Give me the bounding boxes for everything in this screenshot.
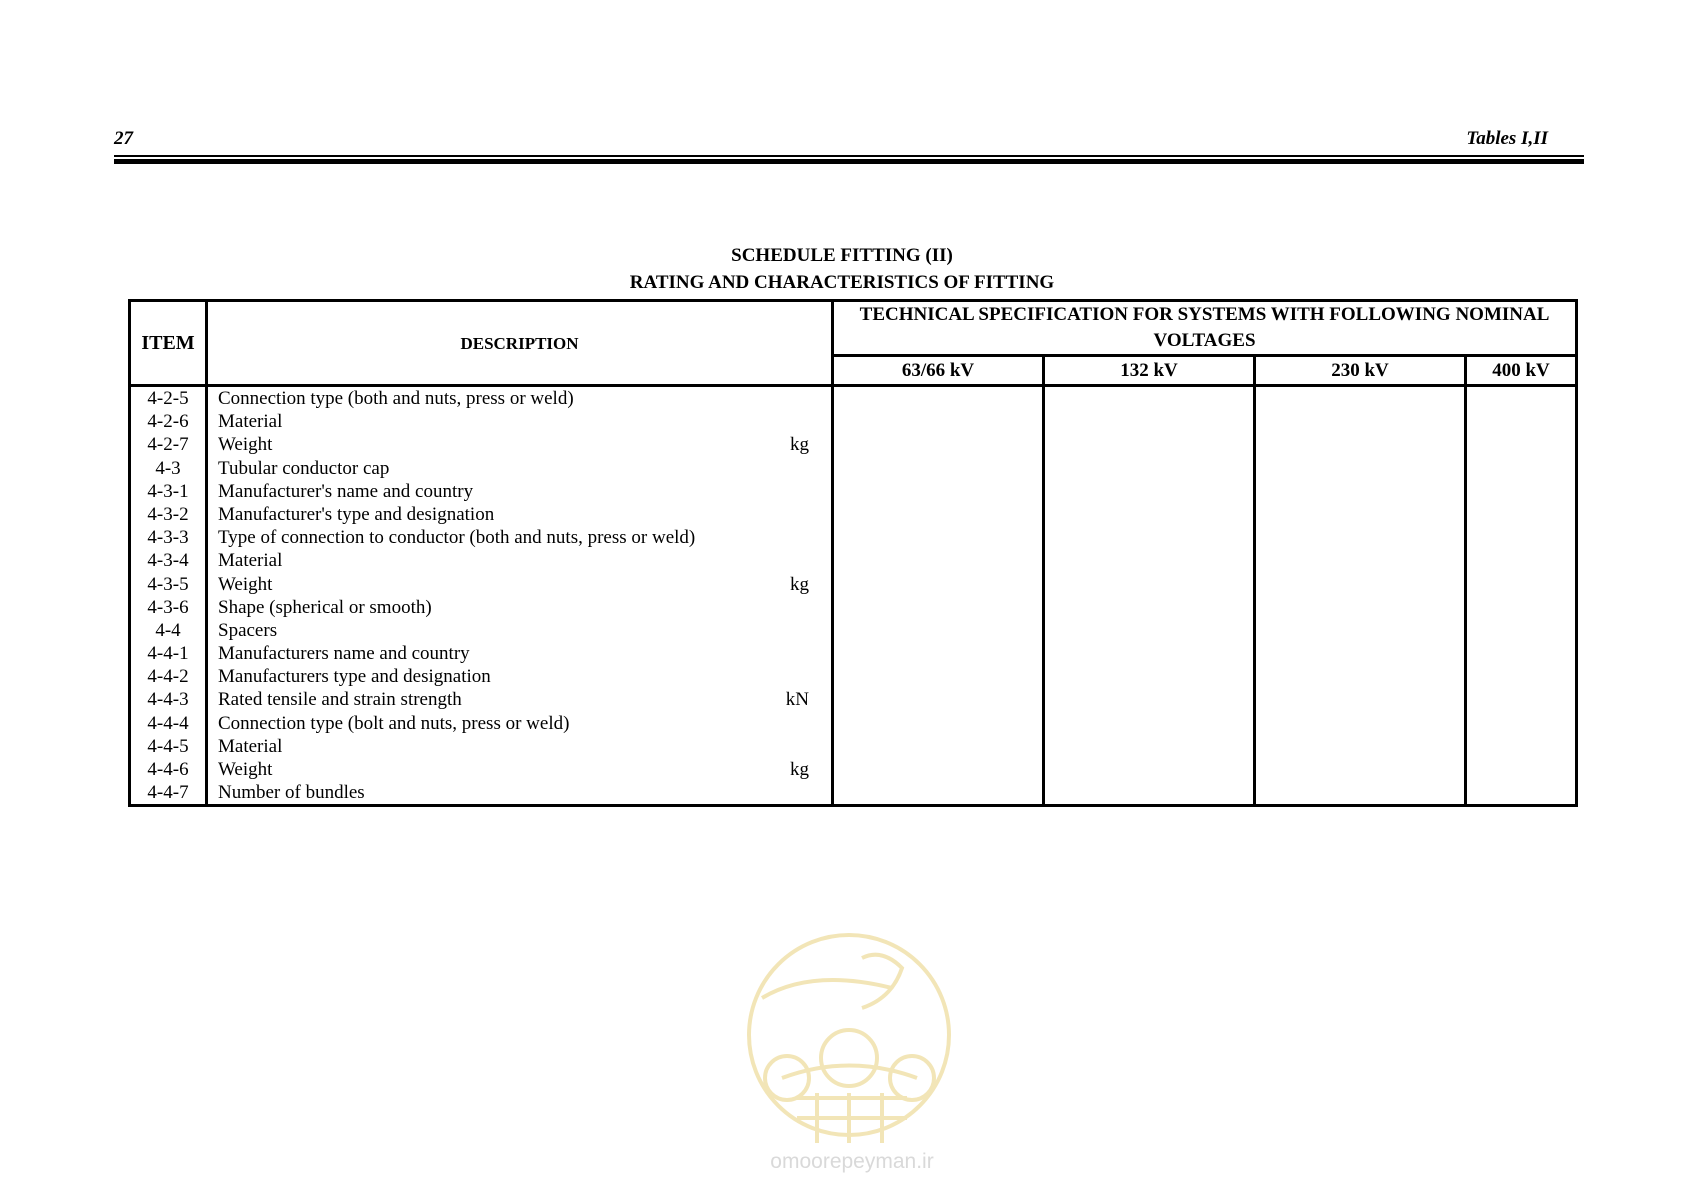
header-voltage-63-66kv: 63/66 kV	[833, 356, 1044, 386]
item-number: 4-3-1	[147, 480, 189, 502]
description-row	[218, 503, 809, 526]
description-row	[218, 480, 809, 503]
description-row	[218, 688, 809, 711]
item-number: 4-3-2	[147, 503, 189, 525]
header-rule-thin	[114, 155, 1584, 157]
description-text: Number of bundles	[218, 782, 365, 804]
description-text: Weight	[218, 573, 273, 595]
description-text: Manufacturers name and country	[218, 643, 470, 665]
unit-label: kg	[790, 434, 809, 456]
description-text: Material	[218, 411, 283, 433]
watermark-url: omoorepeyman.ir	[770, 1150, 934, 1173]
description-text: Manufacturers type and designation	[218, 666, 491, 688]
unit-label: kg	[790, 759, 809, 780]
description-column	[207, 386, 833, 806]
description-text: Manufacturer's type and designation	[218, 503, 495, 525]
description-row	[218, 410, 809, 433]
item-number: 4-3-3	[147, 527, 189, 549]
schedule-title: SCHEDULE FITTING (II)	[731, 245, 953, 266]
header-voltage-400kv: 400 kV	[1466, 356, 1577, 386]
header-voltage-230kv: 230 kV	[1255, 356, 1466, 386]
page-header	[114, 128, 1584, 152]
description-row	[218, 433, 809, 456]
description-text: Manufacturer's name and country	[218, 480, 474, 502]
unit-label: kN	[785, 689, 809, 711]
item-number: 4-4-1	[147, 643, 189, 665]
description-row	[218, 619, 809, 642]
page-number: 27	[114, 128, 133, 149]
watermark-logo	[742, 928, 956, 1152]
item-number: 4-4-5	[147, 735, 189, 757]
description-row	[218, 665, 809, 688]
specification-table	[128, 299, 1578, 807]
description-text: Connection type (bolt and nuts, press or weld)	[218, 712, 570, 734]
description-row	[218, 735, 809, 758]
item-number: 4-4-2	[147, 666, 189, 688]
description-text: Type of connection to conductor (both and nuts, press or weld)	[218, 527, 696, 549]
description-text: Tubular conductor cap	[218, 457, 390, 479]
description-text: Spacers	[218, 619, 278, 641]
header-voltage-132kv: 132 kV	[1044, 356, 1255, 386]
description-row	[218, 712, 809, 735]
description-row	[218, 526, 809, 549]
description-text: Weight	[218, 434, 273, 456]
item-number: 4-3	[155, 457, 181, 479]
item-number: 4-2-6	[147, 411, 189, 433]
header-technical-specification: TECHNICAL SPECIFICATION FOR SYSTEMS WITH FOLLOWING NOMINAL VOLTAGES	[833, 301, 1577, 356]
description-text: Material	[218, 550, 283, 572]
item-number: 4-3-6	[147, 596, 189, 618]
schedule-subtitle: RATING AND CHARACTERISTICS OF FITTING	[629, 272, 1055, 293]
description-text: Connection type (both and nuts, press or weld)	[218, 388, 574, 409]
value-cell-230kv	[1255, 386, 1466, 806]
item-number: 4-2-5	[147, 388, 189, 409]
description-row	[218, 781, 809, 804]
description-text: Material	[218, 735, 283, 757]
description-row	[218, 573, 809, 596]
description-text: Shape (spherical or smooth)	[218, 596, 432, 618]
item-number: 4-4-3	[147, 689, 189, 711]
item-number: 4-4	[155, 619, 181, 641]
item-number: 4-4-7	[147, 782, 189, 804]
item-column	[130, 386, 207, 806]
description-row	[218, 596, 809, 619]
description-text: Rated tensile and strain strength	[218, 689, 462, 711]
description-row	[218, 549, 809, 572]
value-cell-400kv	[1466, 386, 1577, 806]
header-item: ITEM	[130, 301, 207, 386]
unit-label: kg	[790, 573, 809, 595]
description-row	[218, 642, 809, 665]
description-row	[218, 758, 809, 781]
header-description: DESCRIPTION	[207, 301, 833, 386]
description-text: Weight	[218, 759, 273, 780]
item-number: 4-3-5	[147, 573, 189, 595]
description-row	[218, 387, 809, 410]
value-cell-132kv	[1044, 386, 1255, 806]
item-number: 4-4-6	[147, 759, 189, 780]
item-number: 4-2-7	[147, 434, 189, 456]
value-cell-63-66kv	[833, 386, 1044, 806]
header-rule-thick	[114, 159, 1584, 164]
description-row	[218, 457, 809, 480]
header-reference: Tables I,II	[1466, 128, 1548, 149]
item-number: 4-3-4	[147, 550, 189, 572]
item-number: 4-4-4	[147, 712, 189, 734]
